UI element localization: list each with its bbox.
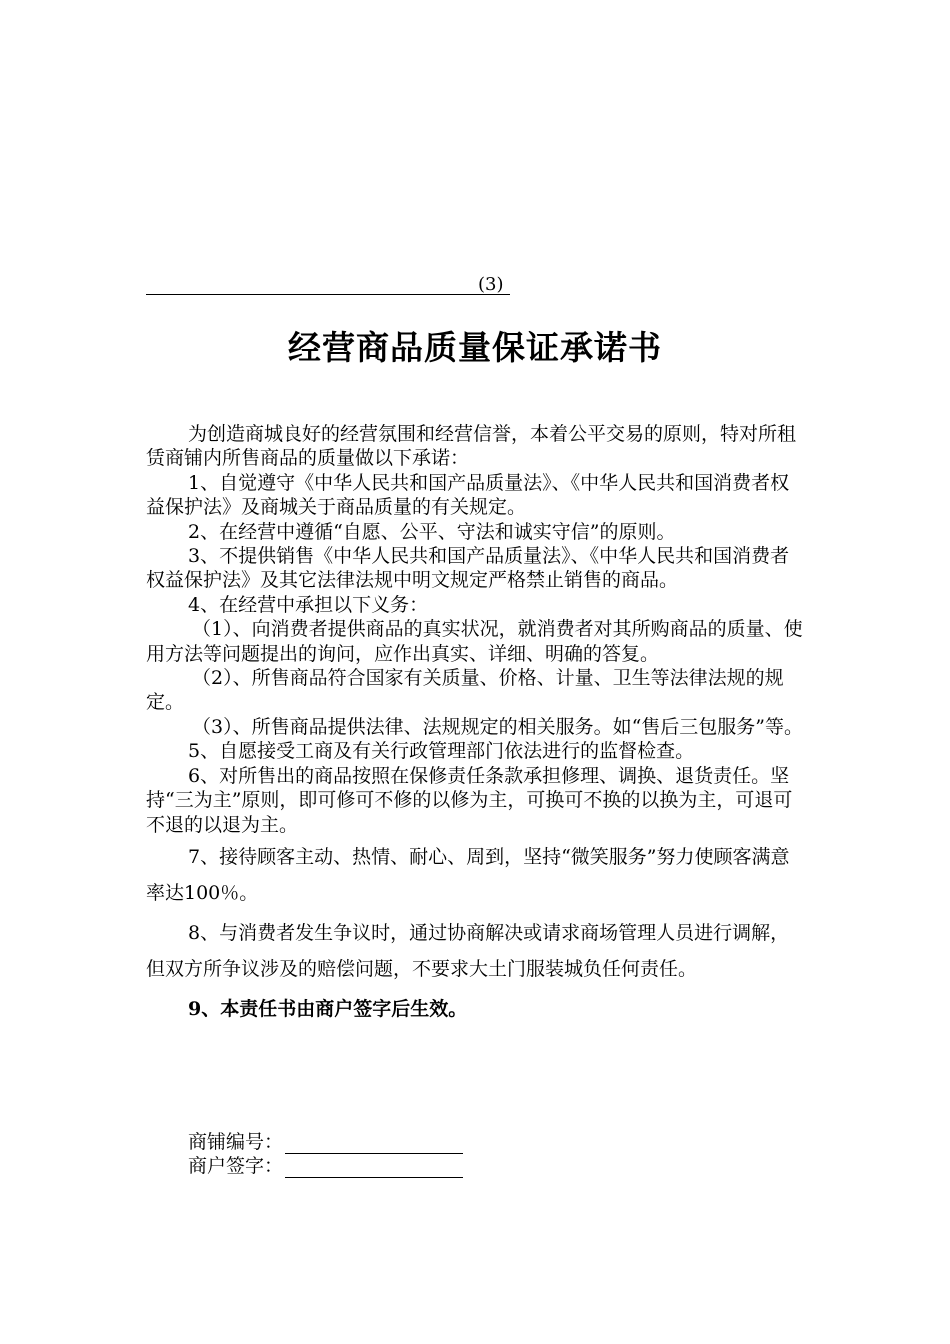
clause-4: 4、在经营中承担以下义务：	[188, 593, 429, 616]
intro-paragraph: 为创造商城良好的经营氛围和经营信誉，本着公平交易的原则，特对所租赁商铺内所售商品的质量做以下承诺：	[146, 423, 797, 470]
clause-8: 8、与消费者发生争议时，通过协商解决或请求商场管理人员进行调解，但双方所争议涉及的赔偿问题，不要求大土门服装城负任何责任。	[146, 921, 790, 980]
merchant-sign-label: 商户签字：	[188, 1155, 284, 1177]
clause-5: 5、自愿接受工商及有关行政管理部门依法进行的监督检查。	[188, 740, 695, 763]
clause-7: 7、接待顾客主动、热情、耐心、周到，坚持“微笑服务”努力使顾客满意率达100％。	[146, 845, 790, 904]
clause-4-3: （3）、所售商品提供法律、法规规定的相关服务。如“售后三包服务”等。	[192, 715, 804, 738]
merchant-sign-line	[285, 1159, 463, 1178]
shop-number-line	[285, 1135, 463, 1154]
clause-2: 2、在经营中遵循“自愿、公平、守法和诚实守信”的原则。	[188, 520, 676, 543]
clause-4-2: （2）、所售商品符合国家有关质量、价格、计量、卫生等法律法规的规定。	[146, 667, 784, 714]
signature-block	[188, 1130, 463, 1178]
document-title: 经营商品质量保证承诺书	[288, 328, 662, 367]
shop-number-label: 商铺编号：	[188, 1131, 284, 1153]
document-body	[146, 422, 808, 1027]
clause-4-1: （1）、向消费者提供商品的真实状况，就消费者对其所购商品的质量、使用方法等问题提出的询问，应作出真实、详细、明确的答复。	[146, 618, 803, 665]
clause-3: 3、不提供销售《中华人民共和国产品质量法》、《中华人民共和国消费者权益保护法》及其它法律法规中明文规定严格禁止销售的商品。	[146, 545, 790, 592]
clause-6: 6、对所售出的商品按照在保修责任条款承担修理、调换、退货责任。坚持“三为主”原则，即可修可不修的以修为主，可换可不换的以换为主，可退可不退的以退为主。	[146, 764, 793, 836]
header-rule	[146, 294, 510, 295]
shop-number-row	[188, 1130, 463, 1154]
clause-9: 9、本责任书由商户签字后生效。	[188, 997, 468, 1020]
merchant-sign-row	[188, 1154, 463, 1178]
header-number: (3)	[478, 274, 504, 295]
clause-1: 1、自觉遵守《中华人民共和国产品质量法》、《中华人民共和国消费者权益保护法》及商城关于商品质量的有关规定。	[146, 471, 790, 519]
